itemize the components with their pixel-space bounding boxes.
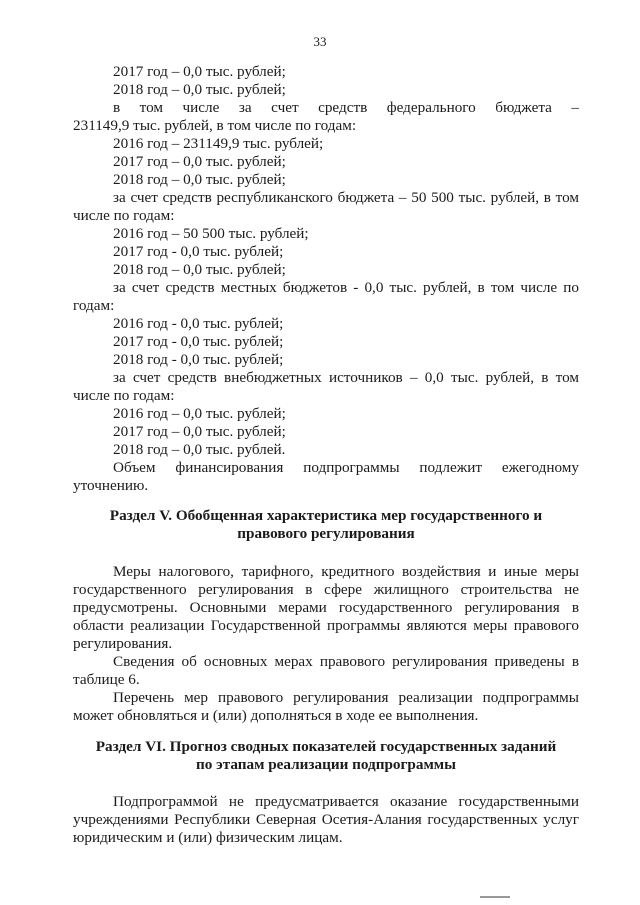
section-5-heading-line-1: Раздел V. Обобщенная характеристика мер государственного и [109,507,543,524]
text-line: Объем финансирования подпрограммы подлежит ежегодному [113,459,579,476]
text-line: уточнению. [73,477,149,494]
text-line: учреждениями Республики Северная Осетия-Алания государственных услуг [73,811,579,828]
text-line: числе по годам: [73,207,175,224]
text-line: 2018 год – 0,0 тыс. рублей; [113,171,286,188]
text-line: Меры налогового, тарифного, кредитного воздействия и иные меры [113,563,579,580]
text-line: 2016 год – 50 500 тыс. рублей; [113,225,309,242]
text-line: Подпрограммой не предусматривается оказание государственными [113,793,579,810]
text-line: 2018 год – 0,0 тыс. рублей; [113,261,286,278]
text-line: за счет средств внебюджетных источников – 0,0 тыс. рублей, в том [113,369,579,386]
page-number: 33 [313,34,327,49]
text-line: 2017 год – 0,0 тыс. рублей; [113,423,286,440]
text-line: за счет средств республиканского бюджета – 50 500 тыс. рублей, в том [113,189,579,206]
section-6-heading-line-2: по этапам реализации подпрограммы [195,756,457,773]
text-line: годам: [73,297,115,314]
text-line: числе по годам: [73,387,175,404]
section-6-heading-line-1: Раздел VI. Прогноз сводных показателей государственных заданий [95,738,557,755]
text-line: предусмотрены. Основными мерами государственного регулирования в [73,599,579,616]
text-line: Сведения об основных мерах правового регулирования приведены в [113,653,579,670]
text-line: 2016 год – 0,0 тыс. рублей; [113,405,286,422]
text-line: за счет средств местных бюджетов - 0,0 тыс. рублей, в том числе по [113,279,579,296]
text-line: 2016 год – 231149,9 тыс. рублей; [113,135,324,152]
text-line: 2017 год - 0,0 тыс. рублей; [113,333,284,350]
text-line: 2018 год – 0,0 тыс. рублей. [113,441,286,458]
text-line: области реализации Государственной программы являются меры правового [73,617,579,634]
text-line: таблице 6. [73,671,140,688]
text-line: юридическим и (или) физическим лицам. [73,829,343,846]
text-line: 231149,9 тыс. рублей, в том числе по годам: [73,117,357,134]
section-5-heading-line-2: правового регулирования [237,525,415,542]
scan-mark [480,896,510,898]
text-line: Перечень мер правового регулирования реализации подпрограммы [113,689,579,706]
text-line: в том числе за счет средств федерального бюджета – [113,99,579,116]
text-line: государственного регулирования в сфере жилищного строительства не [73,581,579,598]
text-line: может обновляться и (или) дополняться в ходе ее выполнения. [73,707,479,724]
text-line: 2017 год – 0,0 тыс. рублей; [113,153,286,170]
text-line: 2017 год – 0,0 тыс. рублей; [113,63,286,80]
text-line: 2017 год - 0,0 тыс. рублей; [113,243,284,260]
text-line: 2018 год - 0,0 тыс. рублей; [113,351,284,368]
text-line: регулирования. [73,635,173,652]
text-line: 2018 год – 0,0 тыс. рублей; [113,81,286,98]
text-line: 2016 год - 0,0 тыс. рублей; [113,315,284,332]
